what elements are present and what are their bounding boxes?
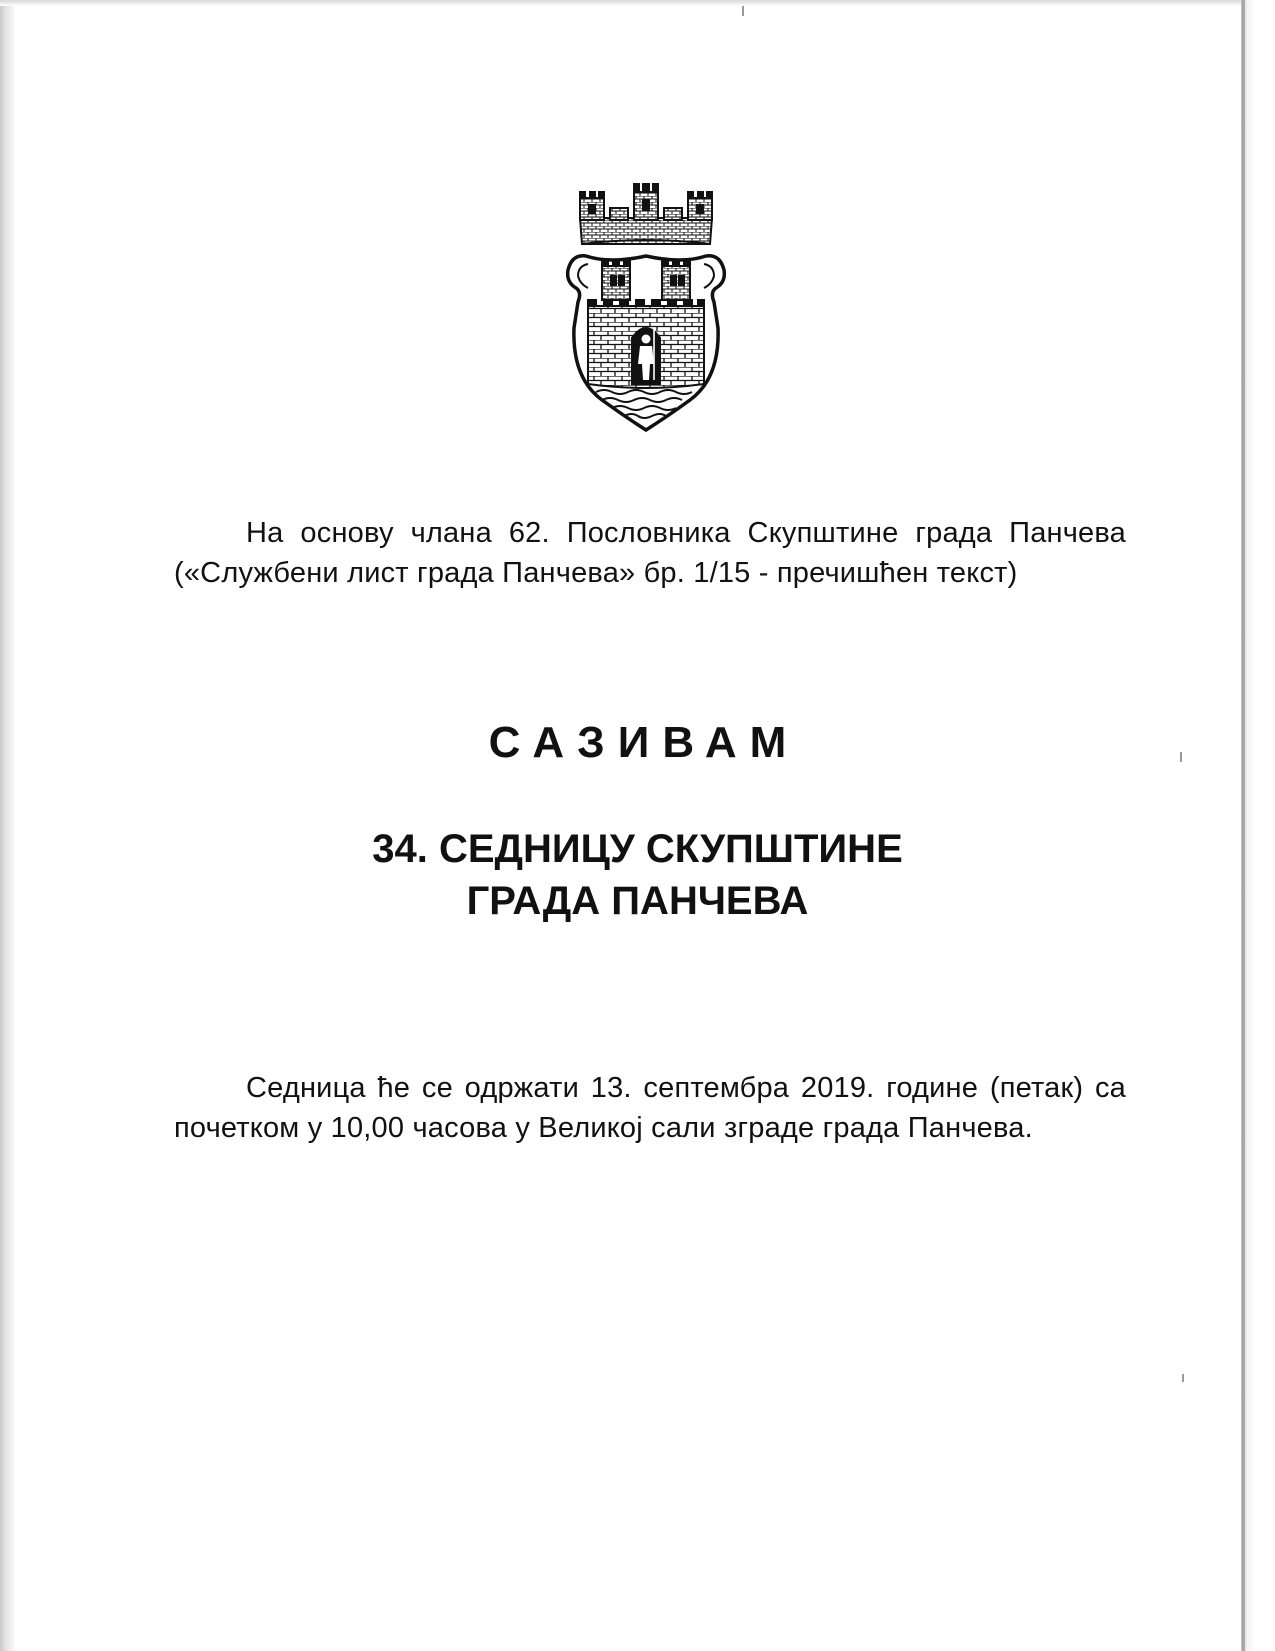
convene-heading: САЗИВАМ [488,718,800,767]
city-coat-of-arms-icon [562,178,730,433]
session-title-line-1: 34. СЕДНИЦУ СКУПШТИНЕ [372,827,903,871]
mural-crown [580,184,712,244]
legal-basis-paragraph [174,513,1126,593]
legal-basis-text: На основу члана 62. Пословника Скупштине града Панчева («Службени лист града Панчева» бр. 1/15 - пречишћен текст) [174,517,1126,589]
session-title-line-2: ГРАДА ПАНЧЕВА [466,879,809,923]
session-notice-paragraph [174,1068,1126,1148]
session-title [0,823,1275,927]
shield-wall [588,300,704,388]
session-notice-text: Седница ће се одржати 13. септембра 2019. године (петак) са почетком у 10,00 часова у Великој сали зграде града Панчева. [174,1072,1126,1144]
